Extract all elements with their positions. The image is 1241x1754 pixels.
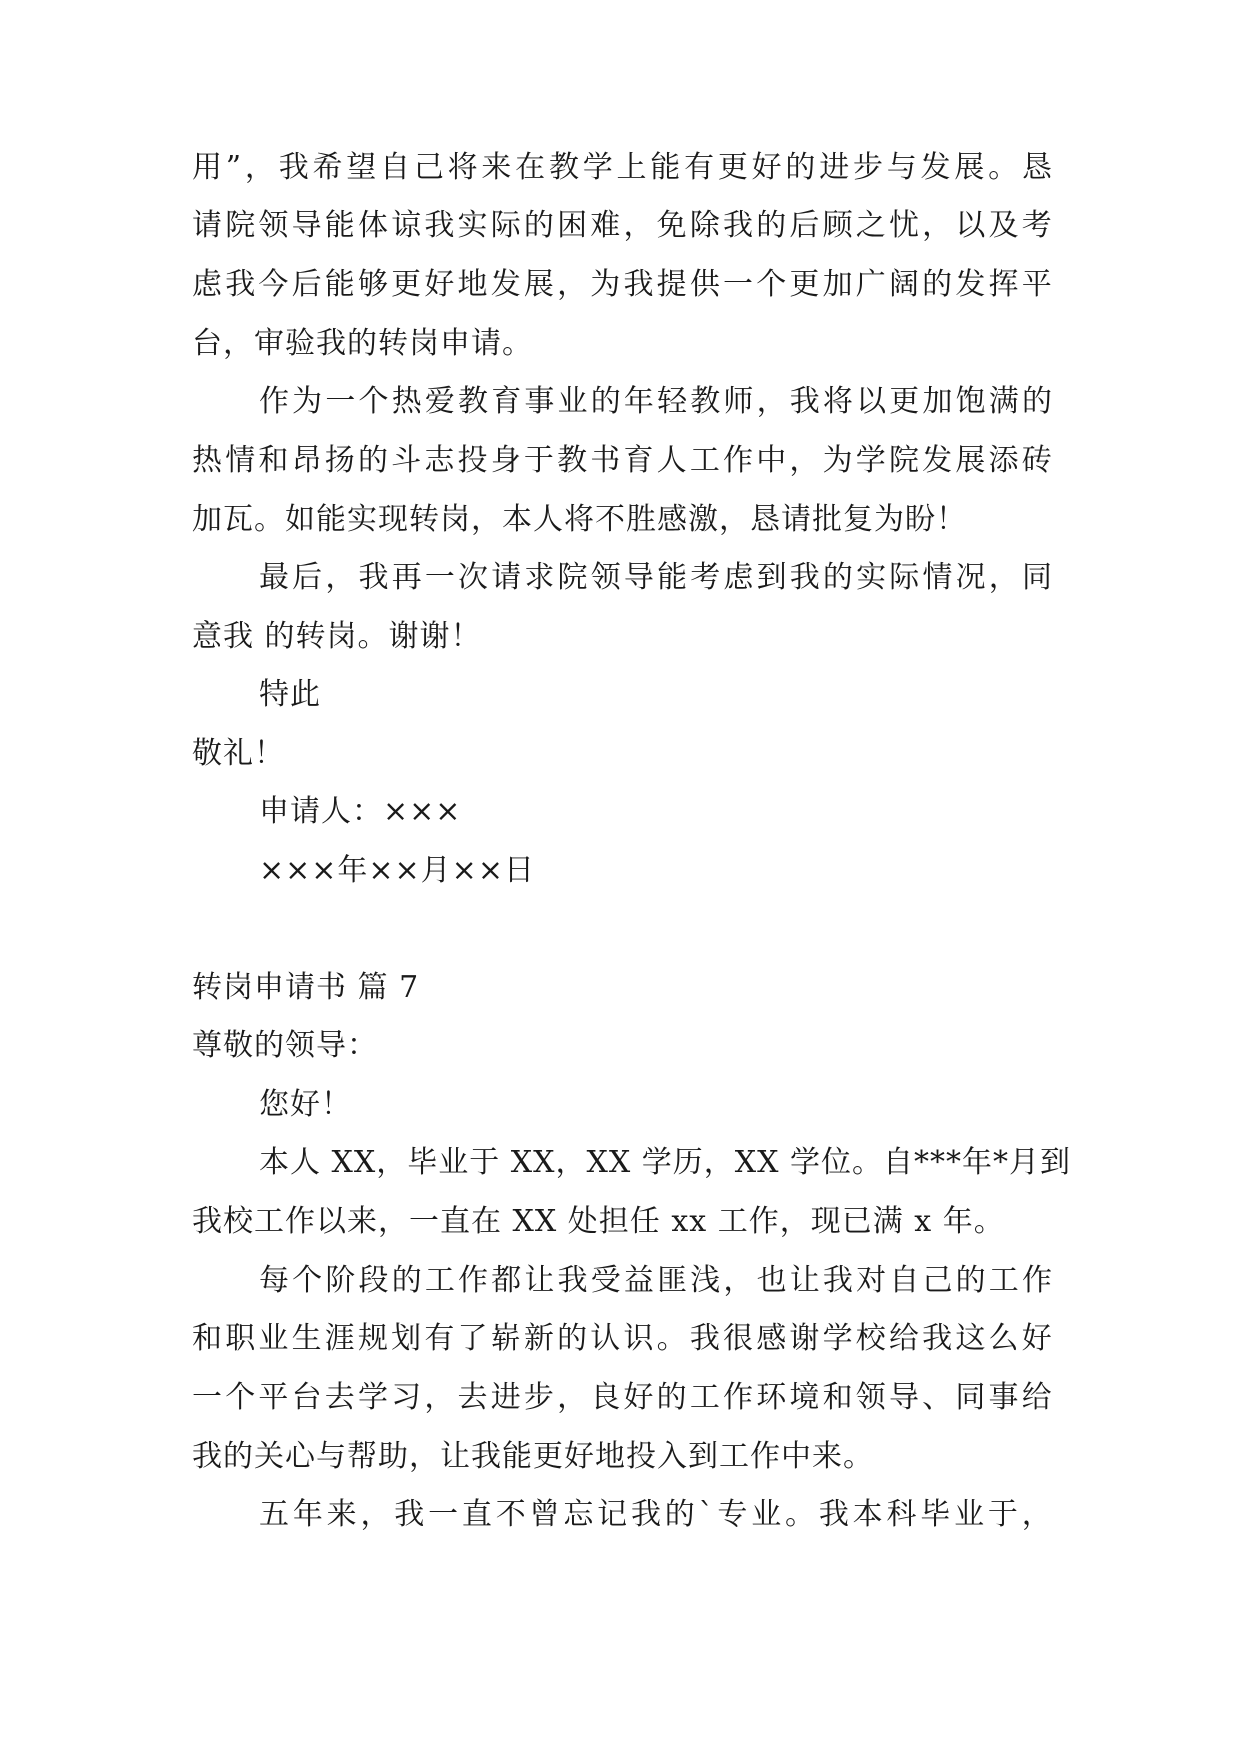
glyph: 忧 <box>888 208 919 243</box>
glyph: 。 <box>656 1321 687 1356</box>
glyph: 的 <box>557 1321 588 1356</box>
glyph: 院 <box>557 560 588 595</box>
glyph: 去 <box>457 1380 488 1415</box>
glyph: 热 <box>192 443 222 478</box>
glyph: 的 <box>357 443 388 478</box>
glyph: 的 <box>785 150 816 185</box>
glyph: 去 <box>324 1380 355 1415</box>
glyph: 师 <box>723 384 754 419</box>
glyph: 育 <box>623 443 654 478</box>
glyph: 顾 <box>822 208 853 243</box>
glyph: 昂 <box>291 443 322 478</box>
glyph: 让 <box>789 1263 820 1298</box>
glyph: 志 <box>424 443 455 478</box>
glyph: 学 <box>582 150 613 185</box>
glyph: 我 <box>630 1497 661 1532</box>
glyph: 崭 <box>490 1321 521 1356</box>
glyph: 恳 <box>1021 150 1052 185</box>
glyph: 斗 <box>391 443 422 478</box>
glyph: 考 <box>1021 208 1052 243</box>
glyph: 将 <box>822 384 853 419</box>
glyph: ， <box>244 150 275 185</box>
text-line-20 <box>192 1319 1052 1359</box>
glyph: 好 <box>424 267 455 302</box>
glyph: 我 <box>822 1263 853 1298</box>
glyph: 的 <box>664 1497 695 1532</box>
glyph: 展 <box>955 443 986 478</box>
glyph: 领 <box>258 208 289 243</box>
text-line-4: 台，审验我的转岗申请。 <box>192 326 533 361</box>
glyph: 段 <box>358 1263 389 1298</box>
glyph: 提 <box>656 267 687 302</box>
glyph: 请 <box>192 208 222 243</box>
glyph: 自 <box>889 1263 920 1298</box>
glyph: 阶 <box>325 1263 356 1298</box>
glyph: 的 <box>656 1380 687 1415</box>
glyph: 划 <box>391 1321 422 1356</box>
glyph: 、 <box>922 1380 953 1415</box>
glyph: 能 <box>650 150 681 185</box>
glyph: 记 <box>597 1497 628 1532</box>
greeting-line: 尊敬的领导： <box>192 1028 378 1063</box>
glyph: 发 <box>955 267 986 302</box>
glyph: 个 <box>292 1263 323 1298</box>
glyph: 将 <box>447 150 478 185</box>
glyph: 后 <box>292 560 323 595</box>
glyph: 同 <box>1021 560 1052 595</box>
glyph: ， <box>623 208 654 243</box>
glyph: 发 <box>490 267 521 302</box>
glyph: 和 <box>192 1321 222 1356</box>
glyph: 的 <box>955 1263 986 1298</box>
glyph: 一 <box>192 1380 222 1415</box>
glyph: 一 <box>723 267 753 302</box>
glyph: 良 <box>590 1380 621 1415</box>
glyph: 职 <box>225 1321 256 1356</box>
glyph: 更 <box>789 267 820 302</box>
glyph: 的 <box>1021 384 1052 419</box>
glyph: 情 <box>225 443 256 478</box>
glyph: ， <box>360 1497 391 1532</box>
glyph: 同 <box>955 1380 986 1415</box>
glyph: 规 <box>357 1321 388 1356</box>
glyph: 考 <box>690 560 721 595</box>
glyph: 事 <box>524 384 555 419</box>
glyph: 免 <box>656 208 687 243</box>
glyph: 己 <box>922 1263 953 1298</box>
glyph: 热 <box>391 384 422 419</box>
glyph: 我 <box>789 560 820 595</box>
glyph: 作 <box>458 1263 489 1298</box>
glyph: 我 <box>358 560 389 595</box>
glyph: 爱 <box>424 384 455 419</box>
glyph: 我 <box>424 208 455 243</box>
text-line-21 <box>192 1378 1052 1418</box>
glyph: 我 <box>394 1497 425 1532</box>
glyph: 好 <box>751 150 782 185</box>
glyph: 不 <box>495 1497 526 1532</box>
glyph: 实 <box>856 560 887 595</box>
glyph: 后 <box>789 208 820 243</box>
text-line-2 <box>192 206 1052 246</box>
glyph: 际 <box>490 208 521 243</box>
glyph: 校 <box>855 1321 886 1356</box>
text-line-10: 特此 <box>259 677 321 712</box>
glyph: 后 <box>291 267 322 302</box>
glyph: 我 <box>818 1497 849 1532</box>
glyph: 也 <box>756 1263 787 1298</box>
glyph: 导 <box>623 560 654 595</box>
glyph: 展 <box>523 267 554 302</box>
glyph: 院 <box>225 208 256 243</box>
glyph: 作 <box>723 1380 753 1415</box>
text-line-23 <box>259 1495 1052 1535</box>
glyph: 挥 <box>988 267 1019 302</box>
glyph: 请 <box>491 560 522 595</box>
glyph: 我 <box>278 150 309 185</box>
glyph: 际 <box>889 560 920 595</box>
glyph: 最 <box>259 560 289 595</box>
glyph: 谢 <box>789 1321 820 1356</box>
glyph: 进 <box>819 150 850 185</box>
glyph: ， <box>424 1380 455 1415</box>
text-line-19 <box>259 1261 1052 1301</box>
glyph: 一 <box>424 560 455 595</box>
glyph: 为 <box>822 443 853 478</box>
glyph: 浅 <box>690 1263 721 1298</box>
glyph: 。 <box>785 1497 815 1532</box>
glyph: 除 <box>689 208 720 243</box>
glyph: 我 <box>225 267 256 302</box>
glyph: 生 <box>291 1321 322 1356</box>
glyph: 轻 <box>657 384 688 419</box>
glyph: 学 <box>357 1380 388 1415</box>
glyph: 好 <box>1021 1321 1052 1356</box>
glyph: 能 <box>324 267 355 302</box>
glyph: 上 <box>616 150 647 185</box>
glyph: 来 <box>326 1497 357 1532</box>
glyph: 能 <box>324 208 355 243</box>
glyph: 教 <box>548 150 579 185</box>
glyph: 识 <box>623 1321 654 1356</box>
glyph: 事 <box>988 1380 1019 1415</box>
glyph: 和 <box>822 1380 853 1415</box>
glyph: 本 <box>852 1497 883 1532</box>
glyph: 环 <box>756 1380 787 1415</box>
glyph: 人 <box>656 443 687 478</box>
glyph: 领 <box>855 1380 886 1415</box>
glyph: 以 <box>955 208 986 243</box>
text-line-5 <box>259 382 1052 422</box>
glyph: 书 <box>590 443 621 478</box>
glyph: ， <box>325 560 356 595</box>
glyph: 扬 <box>324 443 355 478</box>
glyph: ， <box>756 384 787 419</box>
text-line-1 <box>192 148 1052 188</box>
glyph: 步 <box>852 150 883 185</box>
text-line-7: 加瓦。如能实现转岗，本人将不胜感激，恳请批复为盼！ <box>192 502 967 537</box>
glyph: 己 <box>413 150 444 185</box>
glyph: 饱 <box>955 384 986 419</box>
glyph: 的 <box>590 384 621 419</box>
hello-line: 您好！ <box>259 1087 352 1122</box>
glyph: 平 <box>258 1380 289 1415</box>
glyph: 的 <box>391 1263 422 1298</box>
glyph: 匪 <box>657 1263 688 1298</box>
glyph: 认 <box>590 1321 621 1356</box>
glyph: 难 <box>590 208 621 243</box>
glyph: 次 <box>458 560 489 595</box>
glyph: 发 <box>922 443 953 478</box>
text-line-17: 本人 XX，毕业于 XX，XX 学历，XX 学位。自***年*月到 <box>259 1145 1072 1180</box>
glyph: 中 <box>756 443 787 478</box>
glyph: 发 <box>920 150 951 185</box>
glyph: 展 <box>954 150 985 185</box>
glyph: 来 <box>481 150 512 185</box>
glyph: 学 <box>855 443 886 478</box>
glyph: 及 <box>988 208 1019 243</box>
glyph: 一 <box>325 384 356 419</box>
glyph: 于 <box>523 443 554 478</box>
glyph: 我 <box>557 1263 588 1298</box>
glyph: 更 <box>717 150 748 185</box>
glyph: 添 <box>988 443 1019 478</box>
glyph: 给 <box>888 1321 919 1356</box>
glyph: 工 <box>424 1263 455 1298</box>
glyph: 更 <box>889 384 920 419</box>
glyph: 有 <box>684 150 715 185</box>
glyph: 作 <box>1021 1263 1052 1298</box>
glyph: 用 <box>192 150 222 185</box>
glyph: 我 <box>922 1321 953 1356</box>
text-line-18: 我校工作以来，一直在 XX 处担任 xx 工作，现已满 x 年。 <box>192 1204 1005 1239</box>
glyph: 平 <box>1021 267 1052 302</box>
glyph: 我 <box>623 267 654 302</box>
glyph: 教 <box>458 384 489 419</box>
glyph: 之 <box>855 208 886 243</box>
glyph: 情 <box>922 560 953 595</box>
glyph: 到 <box>756 560 787 595</box>
glyph: 更 <box>391 267 422 302</box>
glyph: 学 <box>822 1321 853 1356</box>
date-line: ×××年××月××日 <box>259 853 535 888</box>
glyph: ” <box>225 150 242 185</box>
section-heading: 转岗申请书 篇 7 <box>192 970 420 1005</box>
glyph: 地 <box>457 267 488 302</box>
glyph: 个 <box>225 1380 256 1415</box>
glyph: 境 <box>789 1380 820 1415</box>
glyph: 够 <box>357 267 388 302</box>
glyph: 年 <box>623 384 654 419</box>
glyph: 曾 <box>529 1497 560 1532</box>
text-line-9: 意我 的转岗。谢谢！ <box>192 619 482 654</box>
glyph: 台 <box>291 1380 322 1415</box>
text-line-8 <box>259 558 1052 598</box>
glyph: 业 <box>258 1321 289 1356</box>
glyph: 么 <box>988 1321 1019 1356</box>
glyph: 毕 <box>920 1497 951 1532</box>
glyph: 再 <box>391 560 422 595</box>
glyph: 了 <box>457 1321 488 1356</box>
glyph: 育 <box>491 384 522 419</box>
glyph: 实 <box>457 208 488 243</box>
glyph: 求 <box>524 560 555 595</box>
glyph: 很 <box>723 1321 753 1356</box>
glyph: 业 <box>751 1497 782 1532</box>
glyph: ， <box>789 443 820 478</box>
applicant-line: 申请人：××× <box>259 794 462 829</box>
glyph: 况 <box>955 560 986 595</box>
glyph: 习 <box>391 1380 422 1415</box>
glyph: 我 <box>689 1321 720 1356</box>
glyph: 一 <box>428 1497 459 1532</box>
glyph: 我 <box>789 384 820 419</box>
glyph: 供 <box>689 267 720 302</box>
glyph: 教 <box>690 384 721 419</box>
glyph: 满 <box>988 384 1019 419</box>
glyph: 我 <box>723 208 753 243</box>
glyph: 虑 <box>192 267 222 302</box>
glyph: 院 <box>888 443 919 478</box>
text-line-6 <box>192 441 1052 481</box>
salutation-line: 敬礼！ <box>192 736 285 771</box>
glyph: 希 <box>312 150 343 185</box>
glyph: 砖 <box>1021 443 1052 478</box>
glyph: 工 <box>689 443 720 478</box>
glyph: 科 <box>886 1497 917 1532</box>
glyph: 自 <box>380 150 411 185</box>
glyph: 阔 <box>888 267 919 302</box>
glyph: ， <box>557 1380 588 1415</box>
glyph: 直 <box>461 1497 492 1532</box>
glyph: 作 <box>259 384 289 419</box>
glyph: 能 <box>657 560 688 595</box>
glyph: 与 <box>886 150 917 185</box>
glyph: 步 <box>523 1380 554 1415</box>
glyph: 领 <box>590 560 621 595</box>
glyph: 有 <box>424 1321 455 1356</box>
glyph: 的 <box>822 560 853 595</box>
glyph: 的 <box>756 208 787 243</box>
glyph: 工 <box>689 1380 720 1415</box>
glyph: 教 <box>557 443 588 478</box>
glyph: 虑 <box>723 560 754 595</box>
glyph: 受 <box>590 1263 621 1298</box>
glyph: 为 <box>292 384 323 419</box>
glyph: 望 <box>346 150 377 185</box>
glyph: 在 <box>515 150 546 185</box>
glyph: ` <box>698 1497 714 1532</box>
glyph: 加 <box>822 267 853 302</box>
glyph: 今 <box>258 267 289 302</box>
glyph: ， <box>557 267 588 302</box>
glyph: 的 <box>523 208 554 243</box>
glyph: 广 <box>855 267 886 302</box>
glyph: 个 <box>756 267 787 302</box>
glyph: 五 <box>259 1497 289 1532</box>
glyph: 于 <box>987 1497 1018 1532</box>
glyph: 新 <box>523 1321 554 1356</box>
glyph: 都 <box>491 1263 522 1298</box>
glyph: 让 <box>524 1263 555 1298</box>
glyph: 工 <box>988 1263 1019 1298</box>
glyph: 导 <box>888 1380 919 1415</box>
glyph: 忘 <box>563 1497 594 1532</box>
text-line-22: 我的关心与帮助，让我能更好地投入到工作中来。 <box>192 1439 874 1474</box>
glyph: 年 <box>292 1497 323 1532</box>
glyph: 个 <box>358 384 389 419</box>
glyph: 导 <box>291 208 322 243</box>
glyph: 专 <box>717 1497 748 1532</box>
glyph: ， <box>922 208 953 243</box>
glyph: 业 <box>954 1497 985 1532</box>
text-line-3 <box>192 265 1052 305</box>
glyph: 谅 <box>391 208 422 243</box>
glyph: 进 <box>490 1380 521 1415</box>
glyph: 每 <box>259 1263 289 1298</box>
glyph: 给 <box>1021 1380 1052 1415</box>
glyph: 业 <box>557 384 588 419</box>
glyph: 为 <box>590 267 621 302</box>
glyph: 和 <box>258 443 289 478</box>
glyph: 困 <box>557 208 588 243</box>
glyph: 益 <box>623 1263 654 1298</box>
glyph: 涯 <box>324 1321 355 1356</box>
glyph: 好 <box>623 1380 654 1415</box>
glyph: ， <box>723 1263 754 1298</box>
glyph: 身 <box>490 443 521 478</box>
glyph: 以 <box>856 384 887 419</box>
glyph: 对 <box>856 1263 887 1298</box>
glyph: ， <box>1021 1497 1052 1532</box>
glyph: 感 <box>756 1321 787 1356</box>
glyph: 投 <box>457 443 488 478</box>
glyph: 这 <box>955 1321 986 1356</box>
glyph: 体 <box>357 208 388 243</box>
glyph: 加 <box>922 384 953 419</box>
glyph: 的 <box>922 267 953 302</box>
glyph: 。 <box>988 150 1019 185</box>
glyph: ， <box>988 560 1019 595</box>
glyph: 作 <box>723 443 753 478</box>
